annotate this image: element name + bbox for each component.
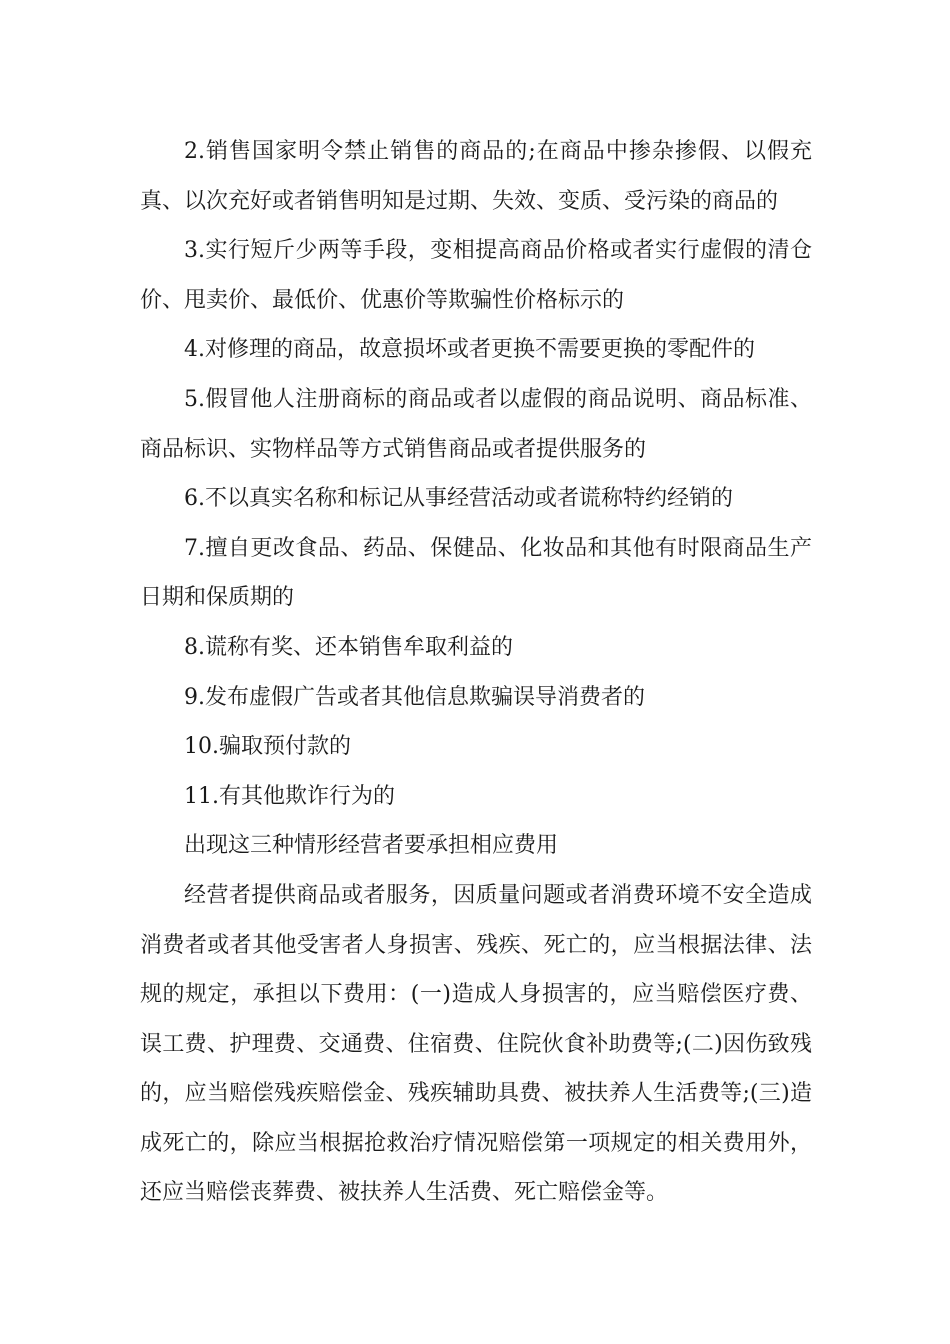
document-body [140, 127, 812, 1218]
paragraph-item-8: 8.谎称有奖、还本销售牟取利益的 [184, 634, 513, 660]
paragraph-item-2: 2.销售国家明令禁止销售的商品的;在商品中掺杂掺假、以假充真、以次充好或者销售明知是过期、失效、变质、受污染的商品的 [140, 139, 812, 214]
paragraph-item-7: 7.擅自更改食品、药品、保健品、化妆品和其他有时限商品生产日期和保质期的 [140, 535, 812, 611]
paragraph-item-3: 3.实行短斤少两等手段，变相提高商品价格或者实行虚假的清仓价、甩卖价、最低价、优惠价等欺骗性价格标示的 [140, 238, 812, 313]
paragraph-item-6: 6.不以真实名称和标记从事经营活动或者谎称特约经销的 [184, 486, 733, 512]
paragraph-item-10: 10.骗取预付款的 [184, 734, 351, 760]
paragraph-item-5: 5.假冒他人注册商标的商品或者以虚假的商品说明、商品标准、商品标识、实物样品等方式销售商品或者提供服务的 [140, 386, 812, 462]
paragraph-item-4: 4.对修理的商品，故意损坏或者更换不需要更换的零配件的 [184, 337, 755, 363]
paragraph-item-11: 11.有其他欺诈行为的 [184, 783, 395, 809]
body-paragraph: 经营者提供商品或者服务，因质量问题或者消费环境不安全造成消费者或者其他受害者人身损害、残疾、死亡的，应当根据法律、法规的规定，承担以下费用：(一)造成人身损害的，应当赔偿医疗费、误工费、护理费、交通费、住宿费、住院伙食补助费等;(二)因伤致残的，应当赔偿残疾赔偿金、残疾辅助具费、被扶养人生活费等;(三)造成死亡的，除应当根据抢救治疗情况赔偿第一项规定的相关费用外，还应当赔偿丧葬费、被扶养人生活费、死亡赔偿金等。 [140, 882, 812, 1206]
paragraph-item-9: 9.发布虚假广告或者其他信息欺骗误导消费者的 [184, 684, 645, 710]
section-heading: 出现这三种情形经营者要承担相应费用 [184, 833, 559, 859]
